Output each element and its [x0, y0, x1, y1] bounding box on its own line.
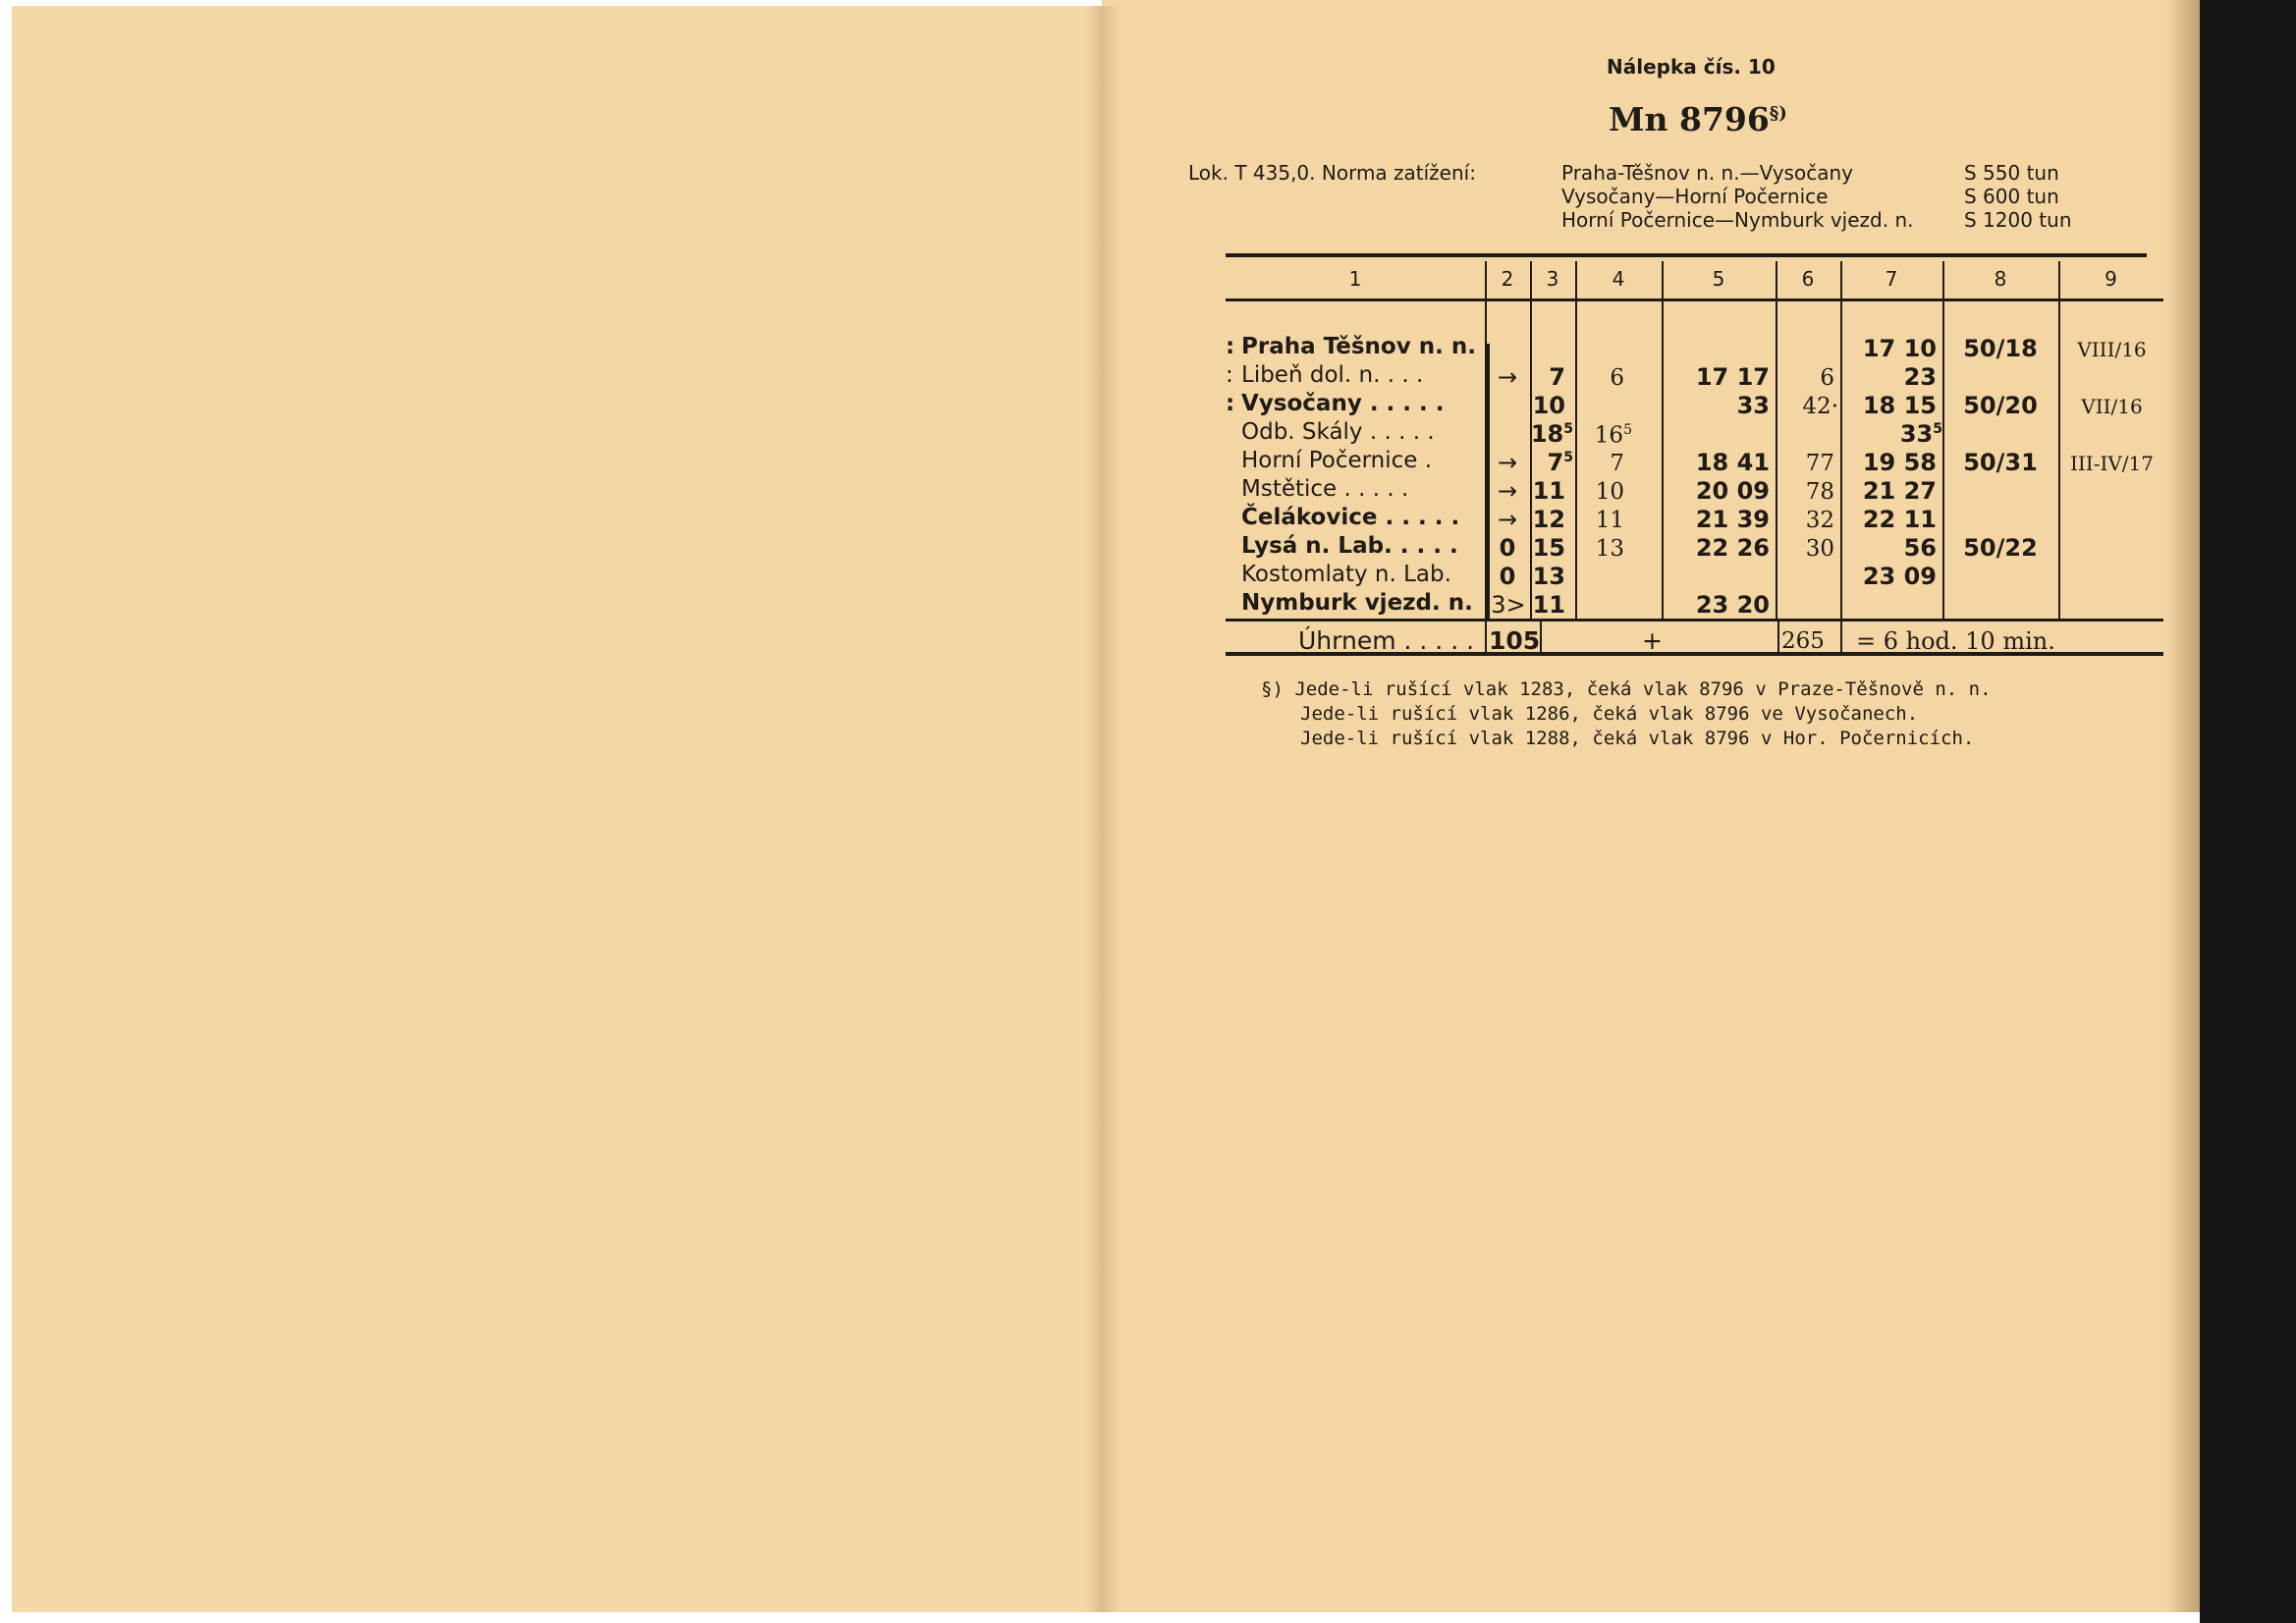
cell-col2: 3> — [1491, 591, 1526, 619]
cell-col2: → — [1497, 449, 1518, 476]
column-divider — [2058, 261, 2060, 619]
column-header: 6 — [1801, 267, 1815, 291]
timetable — [1226, 253, 2163, 662]
cell-col8: 50/20 — [1963, 392, 2038, 419]
cell-col2: → — [1497, 363, 1518, 391]
cell-col8: 50/22 — [1963, 534, 2038, 562]
cell-col3: 15 — [1532, 534, 1565, 562]
table-top-rule — [1226, 253, 2147, 257]
cell-col6: 77 — [1805, 451, 1834, 476]
cell-col9: III-IV/17 — [2070, 452, 2154, 475]
station-name: Nymburk vjezd. n. — [1241, 590, 1473, 616]
footnotes — [1261, 677, 1992, 751]
cell-col4: 11 — [1595, 508, 1624, 533]
cell-col7: 21 27 — [1862, 477, 1937, 505]
footnote-line: Jede-li rušící vlak 1286, čeká vlak 8796 ve Vysočanech. — [1300, 703, 1919, 725]
book-gutter — [1084, 6, 1120, 1612]
station-name: : Libeň dol. n. . . . — [1226, 362, 1424, 388]
column-divider — [1776, 261, 1777, 619]
cell-col5: 20 09 — [1695, 477, 1770, 505]
cell-col3: 7 — [1549, 363, 1565, 391]
cell-col6: 6 — [1820, 365, 1834, 391]
cell-col2: → — [1497, 506, 1518, 533]
load-norm-label: Lok. T 435,0. Norma zatížení: — [1188, 161, 1476, 185]
cell-col3: 11 — [1532, 591, 1565, 619]
load-ton: S 550 tun — [1964, 161, 2059, 185]
cell-col7: 23 09 — [1862, 563, 1937, 590]
train-title — [1609, 100, 1787, 138]
sticker-label: Nálepka čís. 10 — [1607, 55, 1776, 79]
cell-col4: 10 — [1595, 479, 1624, 505]
cell-col5: 21 39 — [1695, 506, 1770, 533]
cell-col9: VIII/16 — [2077, 338, 2147, 361]
total-label: Úhrnem . . . . . — [1298, 626, 1475, 655]
cell-col9: VII/16 — [2081, 395, 2143, 418]
column-divider — [1777, 621, 1779, 654]
cell-col4: $16^5$ — [1594, 422, 1632, 449]
cell-col6: 30 — [1805, 536, 1834, 562]
total-col6: 265 — [1781, 628, 1825, 654]
cell-col4: 7 — [1610, 451, 1624, 476]
cell-col2: 0 — [1499, 534, 1516, 562]
train-footnote-mark: §) — [1769, 103, 1787, 124]
cell-col5: 33 — [1736, 392, 1770, 419]
cell-col7: 22 11 — [1862, 506, 1937, 533]
cell-col3: $18^5$ — [1530, 420, 1573, 448]
station-name: Čelákovice . . . . . — [1241, 505, 1460, 530]
column-header: 5 — [1712, 267, 1725, 291]
cell-col3: 11 — [1532, 477, 1565, 505]
load-tons — [1964, 161, 2072, 232]
station-name: Lysá n. Lab. . . . . — [1241, 533, 1458, 559]
cell-col5: 23 20 — [1695, 591, 1770, 619]
cell-col5: 17 17 — [1695, 363, 1770, 391]
cell-col2: → — [1497, 477, 1518, 505]
column-header: 2 — [1501, 267, 1514, 291]
cell-col8: 50/31 — [1963, 449, 2038, 476]
cell-col3: 12 — [1532, 506, 1565, 533]
station-name: : Praha Těšnov n. n. — [1226, 334, 1476, 359]
cell-col7: 23 — [1903, 363, 1937, 391]
cell-col7: 56 — [1903, 534, 1937, 562]
cell-col7: $33^5$ — [1899, 420, 1942, 448]
load-routes — [1561, 161, 1913, 232]
column-divider — [1662, 261, 1664, 619]
scan-background-edge — [2200, 0, 2296, 1623]
station-name: : Vysočany . . . . . — [1226, 391, 1445, 416]
cell-col6: 42· — [1802, 394, 1838, 419]
station-name: Horní Počernice . — [1241, 448, 1433, 473]
total-result: = 6 hod. 10 min. — [1856, 627, 2055, 655]
cell-col3: 13 — [1532, 563, 1565, 590]
stop-marker: : — [1226, 362, 1233, 388]
cell-col3: 10 — [1532, 392, 1565, 419]
cell-col7: 18 15 — [1862, 392, 1937, 419]
column-header: 1 — [1348, 267, 1362, 291]
load-route: Horní Počernice—Nymburk vjezd. n. — [1561, 208, 1914, 232]
stop-marker: : — [1226, 334, 1235, 359]
column-header: 8 — [1994, 267, 2007, 291]
table-bottom-rule — [1226, 619, 2163, 622]
column-header: 7 — [1885, 267, 1898, 291]
stop-marker: : — [1226, 391, 1235, 416]
column-header: 9 — [2105, 267, 2117, 291]
cell-col2: 0 — [1499, 563, 1516, 590]
cell-col5: 18 41 — [1695, 449, 1770, 476]
column-header: 4 — [1612, 267, 1625, 291]
cell-col4: 13 — [1595, 536, 1624, 562]
column-divider — [1540, 621, 1542, 654]
footnote-line: §) Jede-li rušící vlak 1283, čeká vlak 8796 v Praze-Těšnově n. n. — [1261, 678, 1992, 700]
cell-col4: 6 — [1610, 365, 1624, 391]
station-name: Odb. Skály . . . . . — [1241, 419, 1435, 445]
column-divider — [1840, 621, 1842, 654]
cell-col8: 50/18 — [1963, 335, 2038, 362]
cell-col3: $7^5$ — [1547, 449, 1573, 476]
column-header: 3 — [1546, 267, 1559, 291]
right-page — [1102, 0, 2208, 1612]
load-route: Vysočany—Horní Počernice — [1561, 185, 1829, 208]
table-header-rule — [1226, 298, 2163, 301]
load-ton: S 1200 tun — [1964, 208, 2072, 232]
page-edge-shadow — [2166, 0, 2200, 1612]
train-number: Mn 8796 — [1609, 100, 1770, 138]
column-divider — [1942, 261, 1944, 619]
cell-col6: 78 — [1805, 479, 1834, 505]
left-page — [12, 6, 1102, 1612]
station-name: Kostomlaty n. Lab. — [1241, 562, 1451, 587]
cell-col5: 22 26 — [1695, 534, 1770, 562]
cell-col7: 17 10 — [1862, 335, 1937, 362]
total-plus: + — [1642, 626, 1663, 655]
station-name: Mstětice . . . . . — [1241, 476, 1409, 502]
load-route: Praha-Těšnov n. n.—Vysočany — [1561, 161, 1853, 185]
cell-col7: 19 58 — [1862, 449, 1937, 476]
total-col3: 105 — [1489, 626, 1541, 655]
load-ton: S 600 tun — [1964, 185, 2059, 208]
cell-col6: 32 — [1805, 508, 1834, 533]
column-divider — [1485, 621, 1487, 654]
footnote-line: Jede-li rušící vlak 1288, čeká vlak 8796 v Hor. Počernicích. — [1300, 728, 1975, 749]
